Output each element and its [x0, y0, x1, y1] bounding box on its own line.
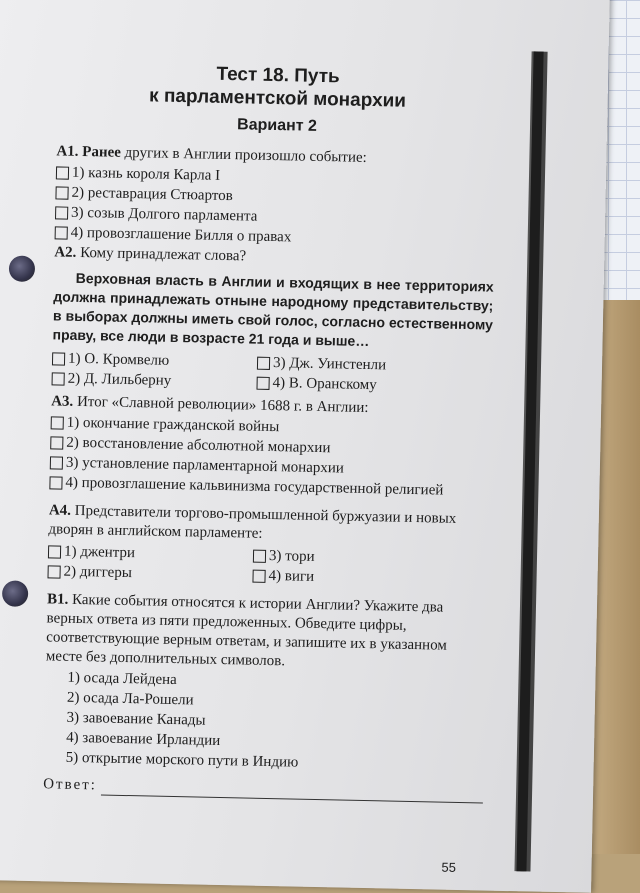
question-text: Представители торгово-промышленной буржуазии и новых дворян в английском парламенте:: [48, 502, 457, 542]
checkbox[interactable]: [257, 357, 270, 370]
answer-underline[interactable]: [101, 793, 483, 803]
answer-label: Ответ:: [43, 776, 98, 794]
page-number: 55: [441, 859, 457, 875]
checkbox[interactable]: [56, 166, 69, 179]
checkbox[interactable]: [52, 352, 65, 365]
option-label: 2) реставрация Стюартов: [71, 184, 233, 205]
a2-option-2[interactable]: [51, 369, 256, 392]
b1-option-4[interactable]: 4) завоевание Ирландии: [65, 729, 221, 749]
b1-options: [44, 668, 486, 776]
title-line-1: Тест 18. Путь: [216, 63, 340, 88]
question-a4: [48, 501, 489, 548]
option-label: 2) Д. Лильберну: [67, 370, 172, 389]
question-lead: Ранее: [82, 143, 122, 161]
question-number: А4.: [48, 502, 72, 519]
option-label: 1) казнь короля Карла I: [71, 164, 221, 184]
quote-text: Верховная власть в Англии и входящих в нее территориях должна принадлежать отныне народному представительству; в выборах должны иметь свой голос, согласно естественному праву, все люди в возрасте 21 года и выше…: [52, 269, 494, 350]
checkbox[interactable]: [49, 476, 62, 489]
variant-label: Вариант 2: [236, 116, 318, 135]
b1-option-2[interactable]: 2) осада Ла-Рошели: [66, 689, 194, 709]
checkbox[interactable]: [47, 565, 60, 578]
option-label: 3) Дж. Уинстенли: [272, 355, 387, 374]
question-number: А3.: [51, 393, 74, 410]
checkbox[interactable]: [51, 416, 64, 429]
b1-option-5[interactable]: 5) открытие морского пути в Индию: [65, 749, 299, 771]
punch-hole-top: [9, 255, 36, 282]
checkbox[interactable]: [253, 550, 266, 563]
a4-option-4[interactable]: [252, 567, 457, 590]
title-line-2: к парламентской монархии: [148, 85, 407, 112]
a2-option-4[interactable]: [256, 374, 461, 397]
question-number: А1.: [56, 143, 79, 160]
question-text: Какие события относятся к истории Англии? Укажите два верных ответа из пяти предложенных. Обведите цифры, соответствующие верным ответам, и запишите их в указанном месте без дополнительных символов.: [45, 591, 448, 670]
option-label: 4) провозглашение Билля о правах: [70, 224, 292, 246]
question-number: В1.: [46, 591, 69, 608]
option-label: 4) провозглашение кальвинизма государственной религией: [65, 474, 444, 499]
question-b1: [46, 590, 487, 675]
option-label: 2) диггеры: [63, 563, 133, 582]
question-text: Итог «Славной революции» 1688 г. в Англии:: [76, 393, 369, 417]
test-title: [57, 59, 498, 114]
punch-hole-bottom: [2, 580, 29, 607]
checkbox[interactable]: [55, 206, 68, 219]
question-number: А2.: [54, 244, 77, 261]
test-content: [43, 51, 498, 803]
question-text: других в Англии произошло событие:: [124, 144, 367, 166]
b1-option-3[interactable]: 3) завоевание Канады: [66, 709, 206, 729]
question-text: Кому принадлежат слова?: [79, 244, 247, 265]
option-label: 4) виги: [268, 567, 315, 585]
binding-spine: [516, 51, 543, 871]
a4-option-2[interactable]: [47, 562, 252, 585]
option-label: 2) восстановление абсолютной монархии: [66, 434, 331, 457]
checkbox[interactable]: [50, 436, 63, 449]
option-label: 1) О. Кромвелю: [67, 350, 170, 369]
checkbox[interactable]: [256, 377, 269, 390]
option-label: 3) тори: [268, 547, 315, 565]
b1-option-1[interactable]: 1) осада Лейдена: [67, 669, 177, 689]
a2-options: [51, 348, 492, 398]
checkbox[interactable]: [52, 372, 65, 385]
option-label: 3) установление парламентарной монархии: [65, 454, 345, 477]
option-label: 1) джентри: [63, 543, 136, 562]
checkbox[interactable]: [55, 226, 68, 239]
checkbox[interactable]: [50, 456, 63, 469]
option-label: 1) окончание гражданской войны: [66, 414, 280, 436]
checkbox[interactable]: [55, 186, 68, 199]
option-label: 4) В. Оранскому: [272, 375, 377, 394]
option-label: 3) созыв Долгого парламента: [70, 204, 258, 225]
answer-field[interactable]: [43, 775, 483, 803]
checkbox[interactable]: [252, 570, 265, 583]
checkbox[interactable]: [48, 545, 61, 558]
